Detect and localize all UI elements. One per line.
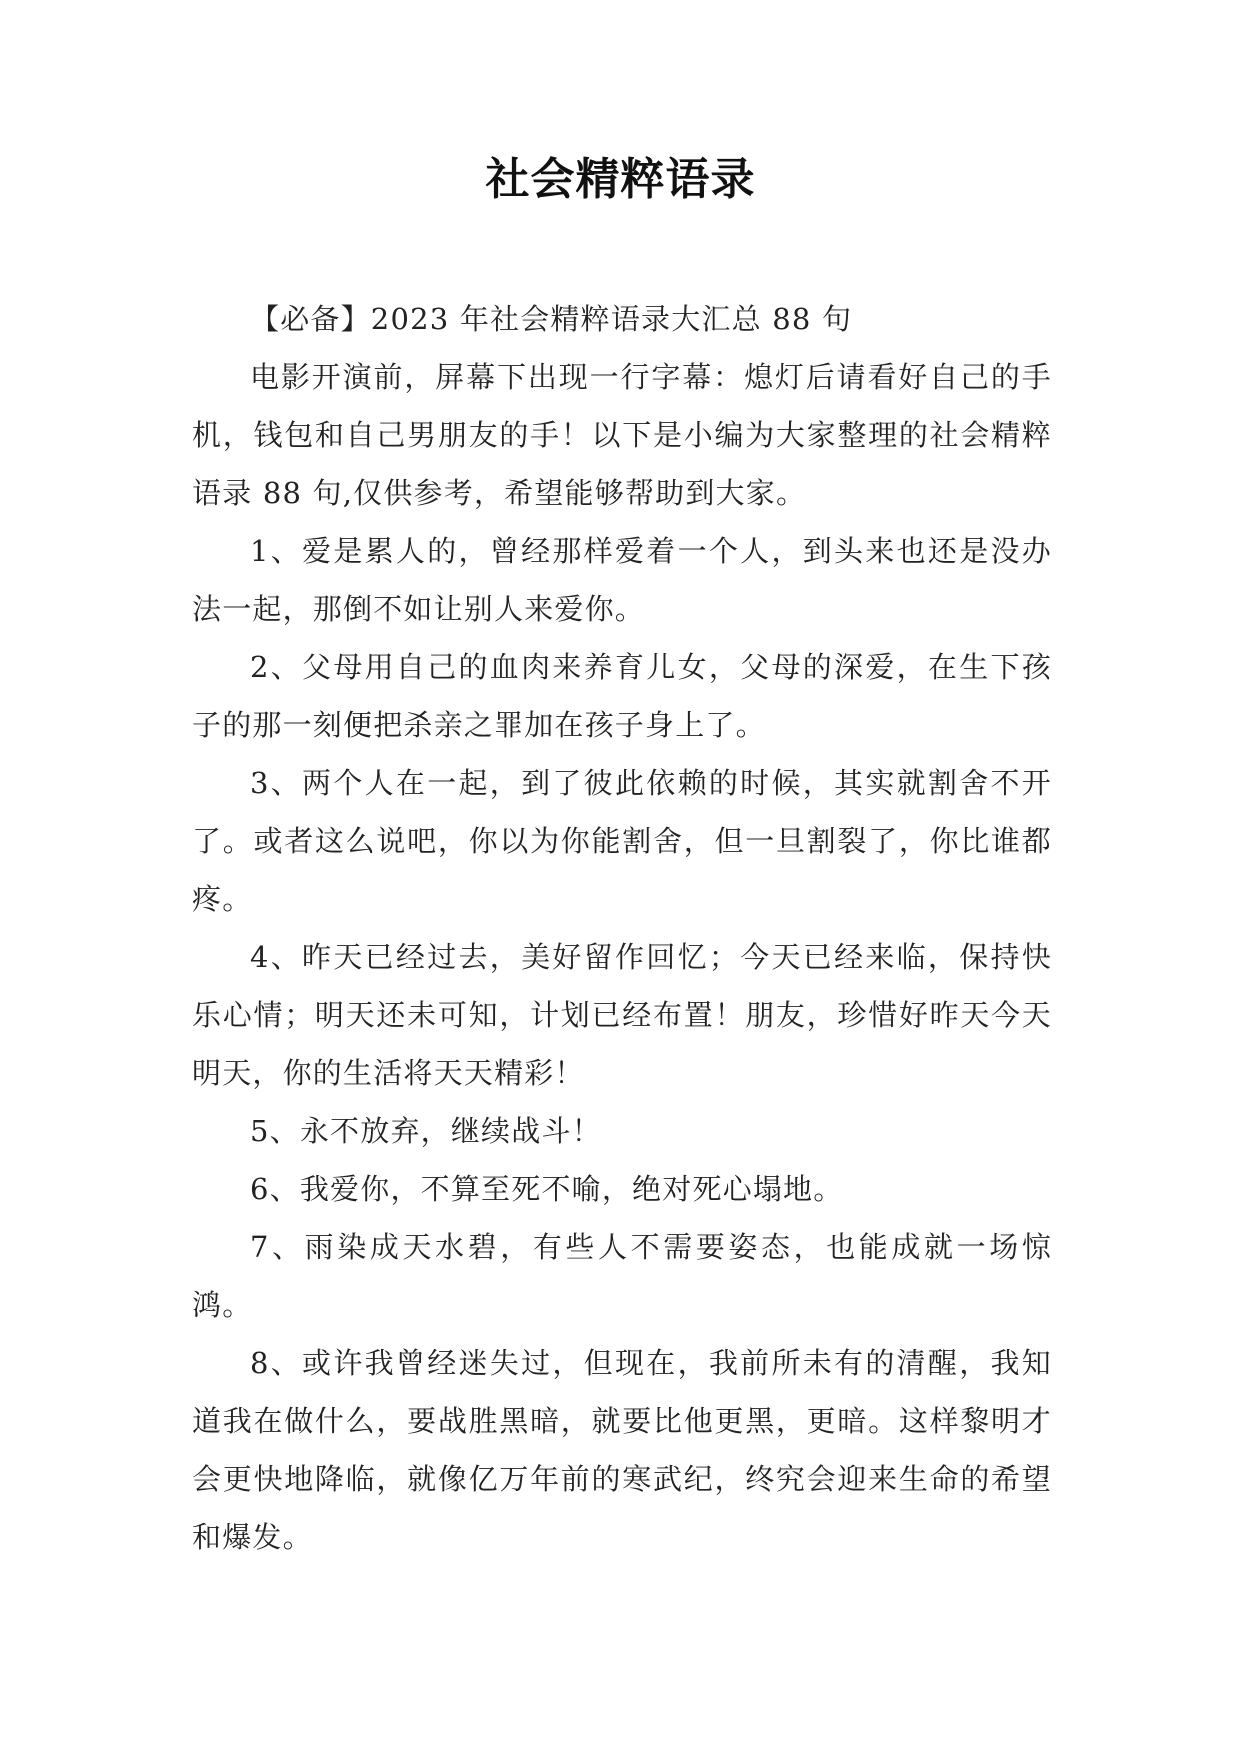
quote-paragraph-6: 6、我爱你，不算至死不喻，绝对死心塌地。 (250, 1172, 844, 1206)
quote-paragraph-4: 4、昨天已经过去，美好留作回忆；今天已经来临，保持快乐心情；明天还未可知，计划已经布置！朋友，珍惜好昨天今天明天，你的生活将天天精彩！ (192, 940, 1052, 1090)
intro-paragraph: 电影开演前，屏幕下出现一行字幕：熄灯后请看好自己的手机，钱包和自己男朋友的手！以下是小编为大家整理的社会精粹语录 88 句,仅供参考，希望能够帮助到大家。 (192, 360, 1052, 510)
document-title: 社会精粹语录 (485, 154, 756, 205)
quote-paragraph-2: 2、父母用自己的血肉来养育儿女，父母的深爱，在生下孩子的那一刻便把杀亲之罪加在孩子身上了。 (192, 650, 1052, 742)
quote-paragraph-5: 5、永不放弃，继续战斗！ (250, 1114, 602, 1148)
quote-paragraph-3: 3、两个人在一起，到了彼此依赖的时候，其实就割舍不开了。或者这么说吧，你以为你能割舍，但一旦割裂了，你比谁都疼。 (192, 766, 1052, 916)
quote-paragraph-8: 8、或许我曾经迷失过，但现在，我前所未有的清醒，我知道我在做什么，要战胜黑暗，就要比他更黑，更暗。这样黎明才会更快地降临，就像亿万年前的寒武纪，终究会迎来生命的希望和爆发。 (192, 1346, 1052, 1554)
intro-heading-paragraph: 【必备】2023 年社会精粹语录大汇总 88 句 (250, 302, 853, 336)
document-body (192, 290, 1052, 1566)
quote-paragraph-1: 1、爱是累人的，曾经那样爱着一个人，到头来也还是没办法一起，那倒不如让别人来爱你。 (192, 534, 1052, 626)
quote-paragraph-7: 7、雨染成天水碧，有些人不需要姿态，也能成就一场惊鸿。 (192, 1230, 1052, 1322)
